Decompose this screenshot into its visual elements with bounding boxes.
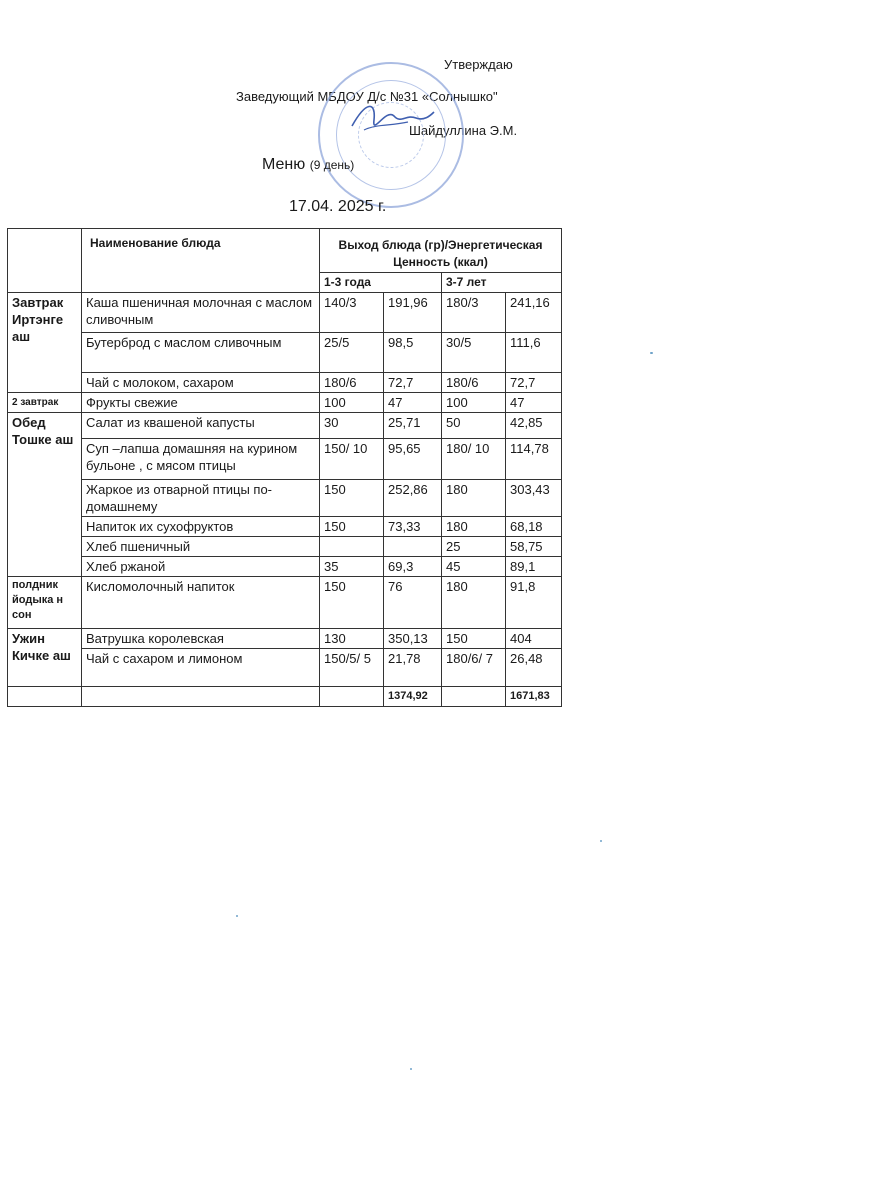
weight-2: 180/ 10 <box>442 439 506 480</box>
dish-name: Чай с сахаром и лимоном <box>82 649 320 687</box>
table-row <box>8 293 562 333</box>
table-row <box>8 480 562 517</box>
table-header-row <box>8 229 562 273</box>
weight-2: 25 <box>442 537 506 557</box>
dish-name: Ватрушка королевская <box>82 629 320 649</box>
weight-2: 45 <box>442 557 506 577</box>
total-row <box>8 687 562 707</box>
empty-cell <box>442 687 506 707</box>
energy-2: 26,48 <box>506 649 562 687</box>
menu-date: 17.04. 2025 г. <box>289 198 387 215</box>
dish-name: Чай с молоком, сахаром <box>82 373 320 393</box>
table-row <box>8 517 562 537</box>
meal-breakfast-2: 2 завтрак <box>8 393 82 413</box>
dish-name: Напиток их сухофруктов <box>82 517 320 537</box>
dish-name: Суп –лапша домашняя на курином бульоне , с мясом птицы <box>82 439 320 480</box>
scan-speck <box>600 840 602 842</box>
meal-breakfast: Завтрак Иртэнге аш <box>8 293 82 393</box>
meal-lunch: Обед Тошке аш <box>8 413 82 577</box>
dish-name: Хлеб ржаной <box>82 557 320 577</box>
energy-2: 91,8 <box>506 577 562 629</box>
weight-2: 150 <box>442 629 506 649</box>
total-energy-1: 1374,92 <box>384 687 442 707</box>
menu-title <box>262 156 354 174</box>
energy-1: 25,71 <box>384 413 442 439</box>
energy-1: 69,3 <box>384 557 442 577</box>
energy-1: 191,96 <box>384 293 442 333</box>
weight-2: 180/3 <box>442 293 506 333</box>
energy-1: 76 <box>384 577 442 629</box>
dish-name: Кисломолочный напиток <box>82 577 320 629</box>
energy-1: 350,13 <box>384 629 442 649</box>
energy-1: 47 <box>384 393 442 413</box>
table-row <box>8 557 562 577</box>
approve-text: Утверждаю <box>444 57 513 72</box>
weight-2: 180 <box>442 577 506 629</box>
col-output-header: Выход блюда (гр)/Энергетическая Ценность (ккал) <box>320 229 562 273</box>
energy-2: 58,75 <box>506 537 562 557</box>
table-row <box>8 649 562 687</box>
dish-name: Салат из квашеной капусты <box>82 413 320 439</box>
weight-2: 180 <box>442 480 506 517</box>
weight-2: 30/5 <box>442 333 506 373</box>
total-energy-2: 1671,83 <box>506 687 562 707</box>
scan-speck <box>410 1068 412 1070</box>
scan-speck <box>236 915 238 917</box>
energy-2: 72,7 <box>506 373 562 393</box>
energy-1: 73,33 <box>384 517 442 537</box>
energy-2: 47 <box>506 393 562 413</box>
table-row <box>8 413 562 439</box>
empty-cell <box>320 687 384 707</box>
weight-2: 100 <box>442 393 506 413</box>
weight-1: 150 <box>320 480 384 517</box>
energy-1: 252,86 <box>384 480 442 517</box>
menu-word: Меню <box>262 156 306 173</box>
weight-1: 150/5/ 5 <box>320 649 384 687</box>
col-name-header: Наименование блюда <box>82 229 320 293</box>
weight-1: 35 <box>320 557 384 577</box>
weight-2: 180/6 <box>442 373 506 393</box>
weight-1: 30 <box>320 413 384 439</box>
energy-1: 72,7 <box>384 373 442 393</box>
weight-1: 180/6 <box>320 373 384 393</box>
menu-table <box>7 228 562 707</box>
head-name: Шайдуллина Э.М. <box>409 123 518 138</box>
energy-2: 89,1 <box>506 557 562 577</box>
weight-1: 150 <box>320 517 384 537</box>
energy-2: 68,18 <box>506 517 562 537</box>
dish-name: Бутерброд с маслом сливочным <box>82 333 320 373</box>
table-row <box>8 537 562 557</box>
age-1-header: 1-3 года <box>320 273 442 293</box>
dish-name: Жаркое из отварной птицы по-домашнему <box>82 480 320 517</box>
energy-2: 241,16 <box>506 293 562 333</box>
table-row <box>8 439 562 480</box>
weight-2: 180/6/ 7 <box>442 649 506 687</box>
meal-dinner: Ужин Кичке аш <box>8 629 82 687</box>
energy-1 <box>384 537 442 557</box>
energy-1: 21,78 <box>384 649 442 687</box>
head-title: Заведующий МБДОУ Д/с №31 «Солнышко" <box>236 89 498 104</box>
energy-2: 42,85 <box>506 413 562 439</box>
meal-snack: полдник йодыка н сон <box>8 577 82 629</box>
age-2-header: 3-7 лет <box>442 273 562 293</box>
table-row <box>8 373 562 393</box>
table-row <box>8 577 562 629</box>
weight-2: 50 <box>442 413 506 439</box>
scan-speck <box>650 352 653 354</box>
weight-1: 150/ 10 <box>320 439 384 480</box>
weight-1: 100 <box>320 393 384 413</box>
weight-1: 25/5 <box>320 333 384 373</box>
energy-2: 114,78 <box>506 439 562 480</box>
weight-1 <box>320 537 384 557</box>
weight-1: 130 <box>320 629 384 649</box>
weight-1: 150 <box>320 577 384 629</box>
energy-2: 111,6 <box>506 333 562 373</box>
table-row <box>8 393 562 413</box>
weight-1: 140/3 <box>320 293 384 333</box>
energy-1: 95,65 <box>384 439 442 480</box>
empty-header-cell <box>8 229 82 293</box>
table-row <box>8 629 562 649</box>
energy-2: 303,43 <box>506 480 562 517</box>
empty-cell <box>8 687 82 707</box>
menu-day: (9 день) <box>309 158 355 172</box>
energy-2: 404 <box>506 629 562 649</box>
table-row <box>8 333 562 373</box>
dish-name: Фрукты свежие <box>82 393 320 413</box>
signature-icon <box>346 96 436 146</box>
energy-1: 98,5 <box>384 333 442 373</box>
dish-name: Хлеб пшеничный <box>82 537 320 557</box>
empty-cell <box>82 687 320 707</box>
weight-2: 180 <box>442 517 506 537</box>
dish-name: Каша пшеничная молочная с маслом сливочным <box>82 293 320 333</box>
